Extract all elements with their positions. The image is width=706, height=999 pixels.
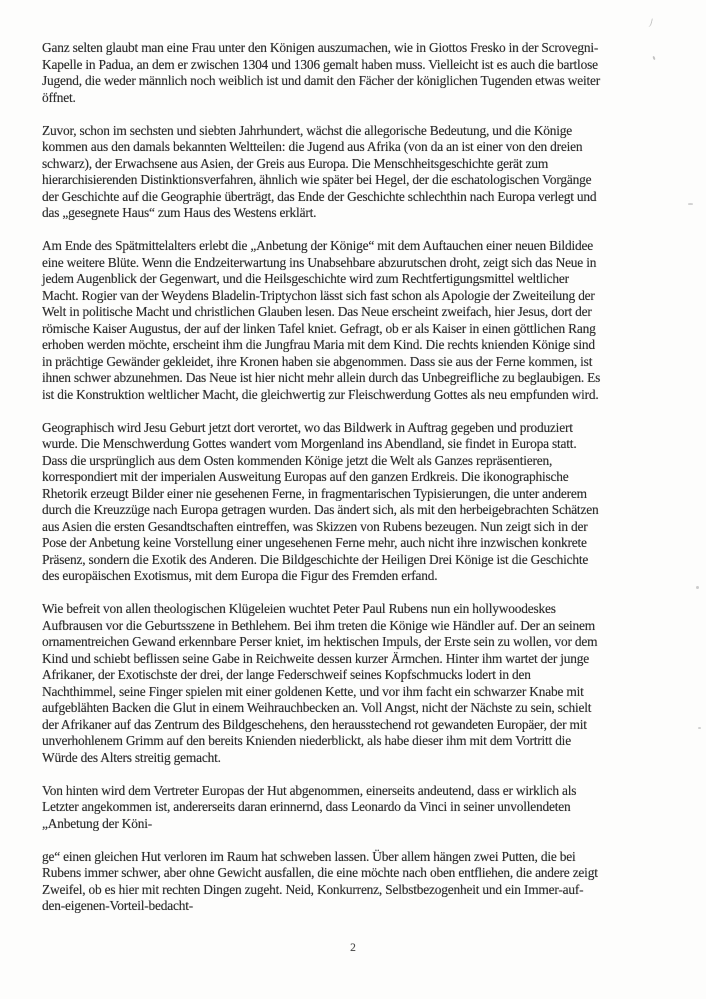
text-line: der Geschichte auf die Geographie überträgt, das Ende der Geschichte schlechthin nach Europa verlegt und — [42, 188, 597, 204]
text-line: den-eigenen-Vorteil-bedacht- — [42, 898, 194, 913]
text-line: öffnet. — [42, 89, 76, 105]
text-line: Aufbrausen vor die Geburtsszene in Bethlehem. Bei ihm treten die Könige wie Händler auf. Der an seinem — [42, 617, 595, 633]
text-line: unverhohlenem Grimm auf den bereits Knienden niederblickt, als habe dieser ihm mit dem Vortritt die — [42, 733, 571, 748]
text-line: römische Kaiser Augustus, der auf der linken Tafel kniet. Gefragt, ob er als Kaiser in einen göttlichen Rang — [42, 320, 596, 336]
text-line: Pose der Anbetung keine Vorstellung einer ungesehenen Ferne mehr, auch nicht ihre inzwischen konkrete — [42, 535, 587, 550]
text-line: Zuvor, schon im sechsten und siebten Jahrhundert, wächst die allegorische Bedeutung, und die Könige — [42, 122, 573, 138]
text-line: schwarz), der Erwachsene aus Asien, der Greis aus Europa. Die Menschheitsgeschichte gerät zum — [42, 155, 549, 171]
text-line: der Afrikaner auf das Zentrum des Bildgeschehens, den herausstechend rot gewandeten Europäer, der mit — [42, 716, 587, 732]
page-number: 2 — [350, 942, 356, 954]
text-body — [42, 40, 666, 915]
paragraph — [42, 601, 666, 766]
text-line: Jugend, die weder männlich noch weiblich ist und damit den Fächer der königlichen Tugenden etwas weiter — [42, 73, 601, 88]
text-line: Kapelle in Padua, an dem er zwischen 1304 und 1306 gemalt haben muss. Vielleicht ist es auch die bartlose — [42, 56, 598, 72]
text-line: korrespondiert mit der imperialen Ausweitung Europas auf den ganzen Erdkreis. Die ikonographische — [42, 469, 569, 484]
text-line: aus Asien die ersten Gesandtschaften eintreffen, was Skizzen von Rubens bezeugen. Nun zeigt sich in der — [42, 518, 588, 534]
text-line: das „gesegnete Haus“ zum Haus des Westens erklärt. — [42, 205, 317, 220]
text-line: jedem Augenblick der Gegenwart, und die Heilsgeschichte wird zum Rechtfertigungsmittel weltlicher — [42, 271, 569, 286]
text-line: Kind und schiebt beflissen seine Gabe in Reichweite dessen kurzer Ärmchen. Hinter ihm wartet der junge — [42, 650, 590, 666]
scan-artifact — [696, 586, 699, 589]
text-line: Dass die ursprünglich aus dem Osten kommenden Könige jetzt die Welt als Ganzes repräsentieren, — [42, 452, 553, 468]
text-line: kommen aus den damals bekannten Weltteilen: die Jugend aus Afrika (von da an ist einer von den dreien — [42, 139, 583, 154]
text-line: Rhetorik erzeugt Bilder einer nie gesehenen Ferne, in fragmentarischen Typisierungen, die unter anderem — [42, 485, 587, 501]
text-line: Würde des Alters streitig gemacht. — [42, 749, 221, 765]
text-line: Macht. Rogier van der Weydens Bladelin-Triptychon lässt sich fast schon als Apologie der Zweiteilung der — [42, 287, 595, 303]
scan-artifact — [698, 727, 701, 729]
text-line: in prächtige Gewänder gekleidet, ihre Kronen haben sie abgenommen. Dass sie aus der Ferne kommen, ist — [42, 353, 593, 369]
text-line: Letzter angekommen ist, andererseits daran erinnernd, dass Leonardo da Vinci in seiner unvollendeten — [42, 799, 571, 814]
text-line: hierarchisierenden Distinktionsverfahren, ähnlich wie später bei Hegel, der die eschatologischen Vorgänge — [42, 172, 592, 187]
text-line: Präsenz, sondern die Exotik des Anderen. Die Bildgeschichte der Heiligen Drei Könige ist die Geschichte — [42, 551, 589, 567]
text-line: eine weitere Blüte. Wenn die Endzeiterwartung ins Unabsehbare abzurutschen droht, zeigt sich das Neue in — [42, 254, 597, 270]
text-line: wurde. Die Menschwerdung Gottes wandert vom Morgenland ins Abendland, sie findet in Europa statt. — [42, 436, 577, 451]
text-line: des europäischen Exotismus, mit dem Europa die Figur des Fremden erfand. — [42, 568, 438, 583]
text-line: Rubens immer schwer, aber ohne Gewicht ausfallen, die eine möchte nach oben entfliehen, die andere zeigt — [42, 865, 598, 880]
text-line: „Anbetung der Köni- — [42, 815, 152, 831]
paragraph — [42, 849, 666, 915]
text-line: Wie befreit von allen theologischen Klügeleien wuchtet Peter Paul Rubens nun ein hollywoodeskes — [42, 601, 556, 616]
text-line: Nachthimmel, seine Finger spielen mit einer goldenen Kette, und vor ihm facht ein schwarzer Knabe mit — [42, 683, 584, 699]
text-line: erhoben werden möchte, erscheint ihm die Jungfrau Maria mit dem Kind. Die rechts knienden Könige sind — [42, 337, 595, 352]
paragraph — [42, 40, 666, 106]
text-line: ihnen schwer abzunehmen. Das Neue ist hier nicht mehr allein durch das Unbegreifliche zu beglaubigen. Es — [42, 370, 601, 385]
text-line: aufgeblähten Backen die Glut in einem Weihrauchbecken an. Voll Angst, nicht der Nächste zu sein, schielt — [42, 700, 592, 715]
text-line: Zweifel, ob es hier mit rechten Dingen zugeht. Neid, Konkurrenz, Selbstbezogenheit und ein Immer-auf- — [42, 881, 584, 897]
paragraph — [42, 420, 666, 585]
paragraph — [42, 238, 666, 403]
text-line: Am Ende des Spätmittelalters erlebt die „Anbetung der Könige“ mit dem Auftauchen einer neuen Bildidee — [42, 238, 593, 253]
text-line: Welt in politische Macht und christlichen Glauben lesen. Das Neue erscheint zweifach, hier Jesus, dort der — [42, 304, 592, 319]
text-line: ornamentreichen Gewand erkennbare Perser kniet, im hektischen Impuls, der Erste sein zu wollen, vor dem — [42, 634, 598, 649]
text-line: Geographisch wird Jesu Geburt jetzt dort verortet, wo das Bildwerk in Auftrag gegeben und produziert — [42, 419, 573, 435]
paragraph — [42, 783, 666, 833]
text-line: Ganz selten glaubt man eine Frau unter den Königen auszumachen, wie in Giottos Fresko in der Scrovegni- — [42, 40, 599, 55]
paragraph — [42, 123, 666, 222]
text-line: ge“ einen gleichen Hut verloren im Raum hat schweben lassen. Über allem hängen zwei Putten, die bei — [42, 848, 576, 864]
text-line: Afrikaner, der Exotischste der drei, der lange Federschweif seines Kopfschmucks lodert in den — [42, 667, 531, 682]
text-line: ist die Konstruktion weltlicher Macht, die gleichwertig zur Fleischwerdung Gottes als neu empfunden wird. — [42, 386, 599, 402]
scan-artifact — [688, 203, 693, 205]
text-line: durch die Kreuzzüge nach Europa getragen wurden. Das ändert sich, als mit den herbeigebrachten Schätzen — [42, 502, 599, 517]
scan-artifact — [646, 18, 653, 28]
text-line: Von hinten wird dem Vertreter Europas der Hut abgenommen, einerseits andeutend, dass er wirklich als — [42, 782, 577, 798]
